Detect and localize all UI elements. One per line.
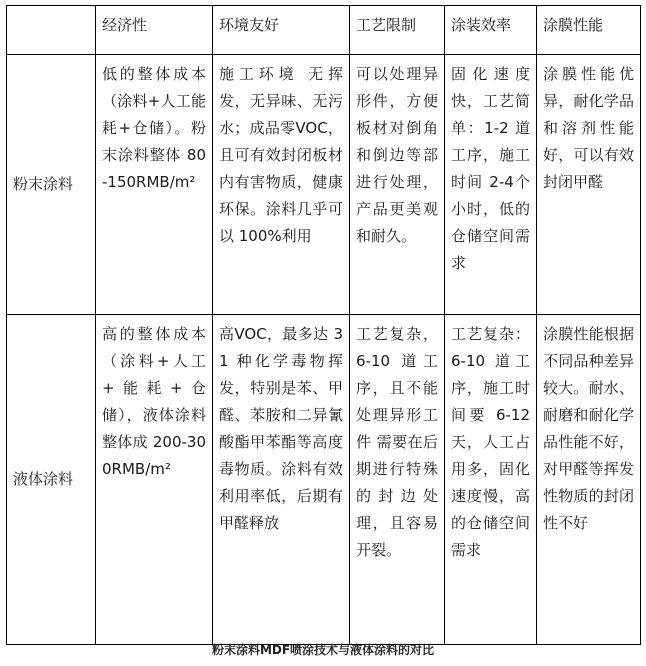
header-cell-process-limits: 工艺限制 (350, 6, 445, 55)
comparison-table (6, 5, 641, 645)
header-cell-film-performance: 涂膜性能 (537, 6, 641, 55)
header-cell-coating-efficiency: 涂装效率 (445, 6, 537, 55)
table-cell: 涂膜性能优异，耐化学品和溶剂性能好，可以有效封闭甲醛 (537, 55, 641, 315)
table-cell: 固化速度快，工艺简单：1-2 道工序，施工时间 2-4个小时，低的仓储空间需求 (445, 55, 537, 315)
header-cell-empty (7, 6, 96, 55)
table-cell: 涂膜性能根据不同品种差异较大。耐水、耐磨和耐化学品性能不好，对甲醛等挥发性物质的封闭性不好 (537, 315, 641, 645)
table-cell: 工艺复杂：6-10 道工序，施工时间要 6-12 天，人工占用多，固化速度慢，高的仓储空间需求 (445, 315, 537, 645)
table-caption: 粉末涂料MDF喷涂技术与液体涂料的对比 (211, 643, 435, 657)
table-cell: 高VOC，最多达 31 种化学毒物挥发，特别是苯、甲醛、苯胺和二异氰酸酯甲苯酯等高度毒物质。涂料有效利用率低，后期有甲醛释放 (213, 315, 350, 645)
table-row-liquid (7, 315, 641, 645)
table-cell: 可以处理异形件，方便板材对倒角和倒边等部进行处理，产品更美观和耐久。 (350, 55, 445, 315)
table-row-powder (7, 55, 641, 315)
table-cell: 高的整体成本（涂料+人工+能耗+仓储），液体涂料整体成 200-300RMB/m² (96, 315, 213, 645)
header-cell-environment: 环境友好 (213, 6, 350, 55)
row-label-liquid: 液体涂料 (7, 315, 96, 645)
table-cell: 施工环境 无挥发，无异味、无污水；成品零VOC，且可有效封闭板材内有害物质，健康环保。涂料几乎可以 100%利用 (213, 55, 350, 315)
header-row (7, 6, 641, 55)
table-cell: 低的整体成本（涂料+人工能耗+仓储）。粉末涂料整体 80-150RMB/m² (96, 55, 213, 315)
header-cell-economy: 经济性 (96, 6, 213, 55)
row-label-powder: 粉末涂料 (7, 55, 96, 315)
table-cell: 工艺复杂，6-10 道工序，且不能处理异形工件 需要在后期进行特殊的封边处理，且容易开裂。 (350, 315, 445, 645)
